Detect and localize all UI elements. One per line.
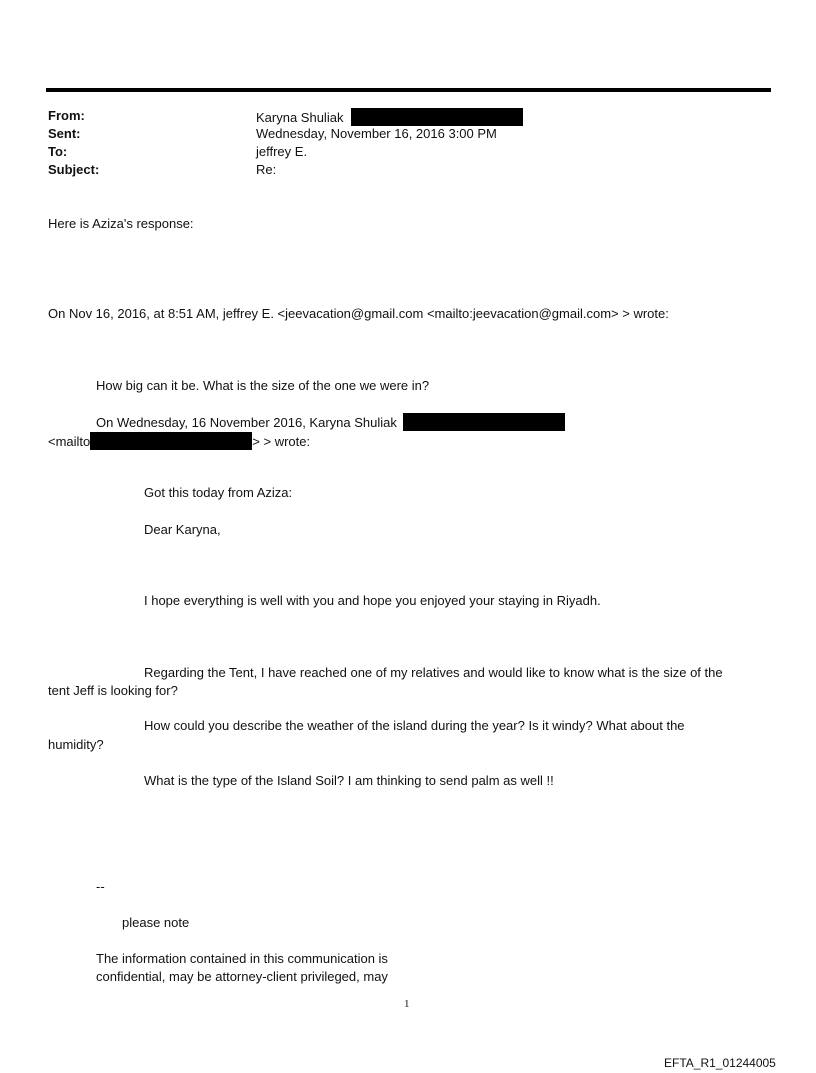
quote2-header-text: On Wednesday, 16 November 2016, Karyna Shuliak bbox=[96, 415, 397, 430]
quote2-mailto-prefix: <mailto bbox=[48, 434, 91, 449]
sent-value: Wednesday, November 16, 2016 3:00 PM bbox=[256, 126, 497, 141]
redaction-box bbox=[351, 108, 523, 126]
to-value: jeffrey E. bbox=[256, 144, 308, 159]
quote1-text: How big can it be. What is the size of the one we were in? bbox=[96, 378, 430, 393]
confidentiality-line2: confidential, may be attorney-client privileged, may bbox=[96, 969, 388, 984]
quote2-hope-line: I hope everything is well with you and hope you enjoyed your staying in Riyadh. bbox=[144, 593, 601, 608]
header-rule bbox=[46, 88, 771, 92]
document-id: EFTA_R1_01244005 bbox=[664, 1056, 776, 1070]
quote2-tent-line2: tent Jeff is looking for? bbox=[48, 683, 178, 698]
redaction-box bbox=[403, 413, 565, 431]
from-label: From: bbox=[48, 108, 85, 123]
subject-value: Re: bbox=[256, 162, 277, 177]
subject-label: Subject: bbox=[48, 162, 100, 177]
intro-line: Here is Aziza's response: bbox=[48, 216, 194, 231]
from-value bbox=[256, 108, 523, 126]
to-label: To: bbox=[48, 144, 68, 159]
quote2-weather-line2: humidity? bbox=[48, 737, 104, 752]
quote2-soil-line: What is the type of the Island Soil? I am thinking to send palm as well !! bbox=[144, 773, 554, 788]
quote2-got-line: Got this today from Aziza: bbox=[144, 485, 293, 500]
confidentiality-line1: The information contained in this communication is bbox=[96, 951, 388, 966]
signature-separator: -- bbox=[96, 879, 105, 894]
quote2-header-line1 bbox=[96, 413, 565, 431]
quote2-weather-line1: How could you describe the weather of the island during the year? Is it windy? What about the bbox=[144, 718, 685, 733]
quote2-tent-line1: Regarding the Tent, I have reached one of my relatives and would like to know what is the size of the bbox=[144, 665, 723, 680]
quote2-header-line2 bbox=[48, 432, 310, 450]
page-number: 1 bbox=[404, 998, 410, 1010]
signature-note: please note bbox=[122, 915, 190, 930]
from-name: Karyna Shuliak bbox=[256, 110, 344, 125]
redaction-box bbox=[90, 432, 252, 450]
quote2-mailto-suffix: > > wrote: bbox=[252, 434, 311, 449]
quote1-header: On Nov 16, 2016, at 8:51 AM, jeffrey E. <jeevacation@gmail.com <mailto:jeevacation@gmail.com> > wrote: bbox=[48, 306, 669, 321]
sent-label: Sent: bbox=[48, 126, 81, 141]
quote2-greeting: Dear Karyna, bbox=[144, 522, 221, 537]
